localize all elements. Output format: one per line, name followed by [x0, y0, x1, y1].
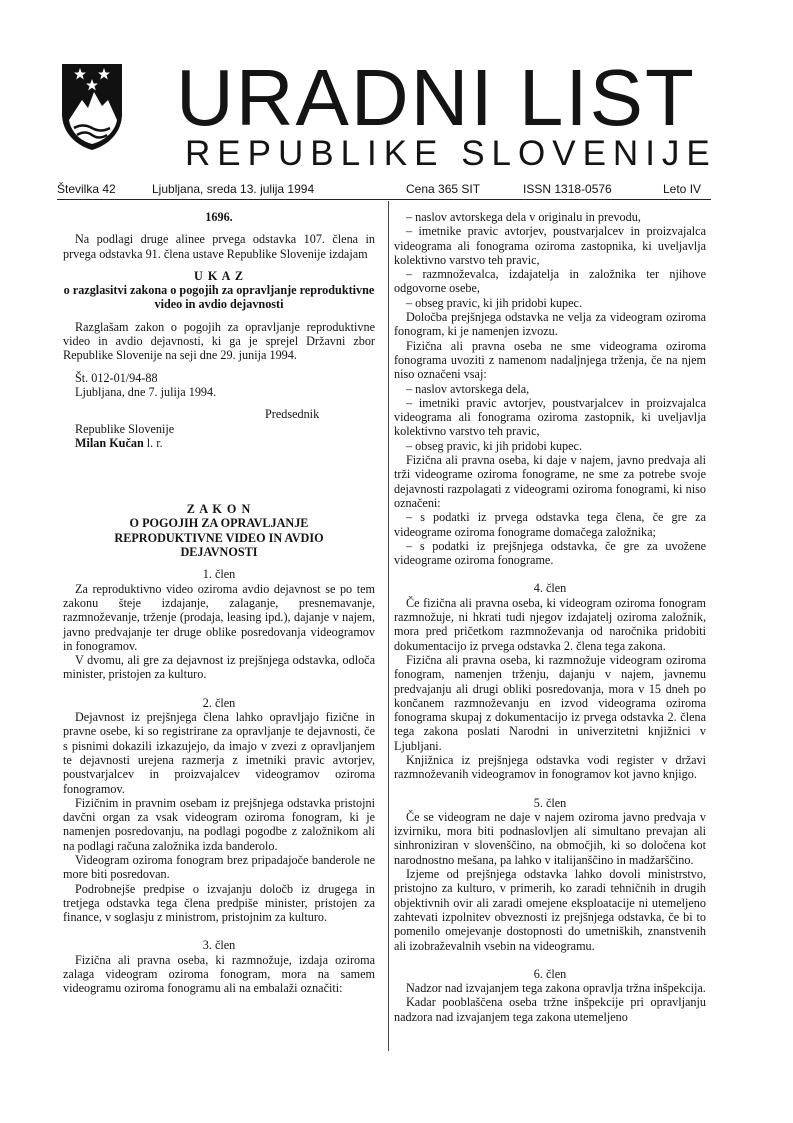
left-column	[63, 210, 375, 996]
article-3-paragraph-3: Fizična ali pravna oseba ne sme videograma oziroma fonograma uvoziti z namenom nadaljnjega trženja, če na njem niso označeni vsaj:	[394, 338, 706, 382]
article-6-paragraph-2: Kadar pooblaščena oseba tržne inšpekcije pri opravljanju nadzora nad izvajanjem tega zakona utemeljeno	[394, 995, 706, 1024]
article-6-paragraph-1: Nadzor nad izvajanjem tega zakona opravlja tržna inšpekcija.	[406, 981, 706, 996]
issue-number: Številka 42	[57, 182, 116, 196]
signature-organization: Republike Slovenije	[75, 421, 175, 436]
coat-of-arms-icon	[60, 62, 124, 152]
signature-line	[63, 436, 375, 450]
law-title-line-1: O POGOJIH ZA OPRAVLJANJE	[129, 516, 309, 531]
signature-name: Milan Kučan	[75, 435, 144, 450]
article-1-paragraph-2: V dvomu, ali gre za dejavnost iz prejšnjega odstavka, odloča minister, pristojen za kulturo.	[63, 653, 375, 682]
article-3-item-8: – s podatki iz prvega odstavka tega člena, če gre za videograme oziroma fonograme domačega založnika;	[394, 510, 706, 539]
column-divider	[388, 201, 389, 1051]
newspaper-title: URADNI LIST	[176, 53, 696, 142]
document-number: 1696.	[205, 210, 233, 224]
article-2-paragraph-2: Fizičnim in pravnim osebam iz prejšnjega odstavka pristojni davčni organ za vsak videogram oziroma fonogram, ki je namenjen posredovanju, na podlagi pogodbe z založnikom ali na podlagi računa založnika izda banderolo.	[63, 795, 375, 853]
article-2-paragraph-4: Podrobnejše predpise o izvajanju določb iz drugega in tretjega odstavka tega člena predpiše minister, pristojen za finance, v soglasju z ministrom, pristojnim za kulturo.	[63, 881, 375, 925]
decree-heading: U K A Z	[193, 268, 244, 283]
article-4-paragraph-1: Če fizična ali pravna oseba, ki videogram oziroma fonogram razmnožuje, ni hkrati tudi njegov izdajatelj oziroma založnik, mora pred pričetkom razmnoževanja od naročnika pridobiti dokumentacijo iz prvega odstavka 2. člena tega zakona.	[394, 595, 706, 653]
article-3-item-9: – s podatki iz prejšnjega odstavka, če gre za uvožene videograme oziroma fonograme.	[394, 538, 706, 568]
article-2-paragraph-1: Dejavnost iz prejšnjega člena lahko opravljajo fizične in pravne osebe, ki so registrirane za opravljanje te dejavnosti, če s pisnimi dokazili izkazujejo, da imajo v zvezi z opravljanjem te dejavnosti urejena razmerja z imetniki pravic avtorjev, poustvarjalcev in proizvajalcev videogramov oziroma fonogramov.	[63, 710, 375, 796]
article-3-paragraph-4: Fizična ali pravna oseba, ki daje v najem, javno predvaja ali trži videograme oziroma fonograme, ne sme za potrebe svoje dejavnosti razpolagati z videogrami oziroma fonogrami, ki niso označeni:	[394, 453, 706, 510]
article-2-paragraph-3: Videogram oziroma fonogram brez pripadajoče banderole ne more biti posredovan.	[63, 852, 375, 882]
article-3-item-4: – obseg pravic, ki jih pridobi kupec.	[406, 295, 583, 310]
article-6-heading: 6. člen	[533, 966, 567, 981]
article-3-heading: 3. člen	[202, 938, 236, 953]
newspaper-subtitle: REPUBLIKE SLOVENIJE	[185, 134, 717, 173]
article-3-item-5: – naslov avtorskega dela,	[406, 381, 530, 396]
volume-year: Leto IV	[663, 182, 702, 196]
article-3-paragraph-1: Fizična ali pravna oseba, ki razmnožuje, izdaja oziroma zalaga videogram oziroma fonogram, mora na samem videogramu oziroma fonogramu ali na embalaži označiti:	[63, 952, 375, 996]
article-1-heading: 1. člen	[202, 567, 236, 582]
law-heading: Z A K O N	[186, 502, 252, 517]
article-3-item-7: – obseg pravic, ki jih pridobi kupec.	[406, 438, 583, 453]
article-3-item-2: – imetnike pravic avtorjev, poustvarjalcev in proizvajalca videograma ali fonograma oziroma zastopnika, ki uveljavlja kolektivno varstvo teh pravic,	[394, 224, 706, 267]
article-5-heading: 5. člen	[533, 795, 567, 810]
article-5-paragraph-2: Izjeme od prejšnjega odstavka lahko dovoli ministrstvo, pristojno za kulturo, v primerih, ko zaradi tehničnih in drugih objektivnih ovir ali zaradi omejene eksploatacije ni utemeljeno zahtevati izpolnitev obveznosti iz prejšnjega odstavka, če bi to pomenilo omejevanje dostopnosti do umetniških, znanstvenih ali izobraževalnih vsebin na videogramu.	[394, 867, 706, 953]
decree-title: o razglasitvi zakona o pogojih za opravljanje reproduktivne video in avdio dejavnosti	[63, 283, 375, 312]
article-4-paragraph-3: Knjižnica iz prejšnjega odstavka vodi register v državi razmnoževanih videogramov in fonogramov kot javno knjigo.	[394, 752, 706, 782]
article-2-heading: 2. člen	[202, 695, 236, 710]
signature-suffix: l. r.	[143, 435, 163, 450]
right-column	[394, 210, 706, 1024]
issue-date: Ljubljana, sreda 13. julija 1994	[152, 182, 315, 196]
article-1-paragraph-1: Za reproduktivno video oziroma avdio dejavnost se po tem zakonu šteje izdajanje, zalaganje, presnemavanje, razmnoževanje, trženje (prodaja, leasing ipd.), dajanje v najem, javno predvajanje ter druge oblike posredovanja videogramov in fonogramov.	[63, 581, 375, 653]
article-4-heading: 4. člen	[533, 581, 567, 596]
issue-price: Cena 365 SIT	[406, 182, 481, 196]
law-title-line-2: REPRODUKTIVNE VIDEO IN AVDIO	[114, 530, 324, 545]
law-title-line-3: DEJAVNOSTI	[180, 545, 258, 560]
decree-place-date: Ljubljana, dne 7. julija 1994.	[75, 384, 217, 399]
signature-role: Predsednik	[265, 407, 320, 422]
issn: ISSN 1318-0576	[523, 182, 612, 196]
article-3-item-3: – razmnoževalca, izdajatelja in založnika ter njihove odgovorne osebe,	[394, 267, 706, 296]
decree-intro: Na podlagi druge alinee prvega odstavka 107. člena in prvega odstavka 91. člena ustave Republike Slovenije izdajam	[63, 232, 375, 261]
article-3-item-6: – imetniki pravic avtorjev, poustvarjalcev in proizvajalca videograma ali fonograma oziroma zastopnik, ki uveljavlja kolektivno varstvo teh pravic,	[394, 395, 706, 439]
article-5-paragraph-1: Če se videogram ne daje v najem oziroma javno predvaja v izvirniku, mora biti podnaslovljen ali simultano prevajan ali sinhroniziran v slovenščino, na območjih, ki so določena kot narodnostno mešana, pa lahko v italijanščino in madžarščino.	[394, 809, 706, 867]
decree-proclamation: Razglašam zakon o pogojih za opravljanje reproduktivne video in avdio dejavnosti, ki ga je sprejel Državni zbor Republike Slovenije na seji dne 29. junija 1994.	[63, 319, 375, 363]
decree-reference-number: Št. 012-01/94-88	[75, 370, 158, 385]
header-divider	[57, 199, 711, 200]
article-3-paragraph-2: Določba prejšnjega odstavka ne velja za videogram oziroma fonogram, ki je namenjen izvozu.	[394, 310, 706, 339]
article-4-paragraph-2: Fizična ali pravna oseba, ki razmnožuje videogram oziroma fonogram, namenjen trženju, dajanju v najem, javnemu predvajanju ali drugi obliki posredovanja, mora v 15 dneh po končanem razmnoževanju en izvod videograma oziroma fonograma skupaj z dokumentacijo iz prvega odstavka 2. člena tega zakona poslati Narodni in univerzitetni knjižnici v Ljubljani.	[394, 652, 706, 753]
article-3-item-1: – naslov avtorskega dela v originalu in prevodu,	[406, 210, 641, 224]
